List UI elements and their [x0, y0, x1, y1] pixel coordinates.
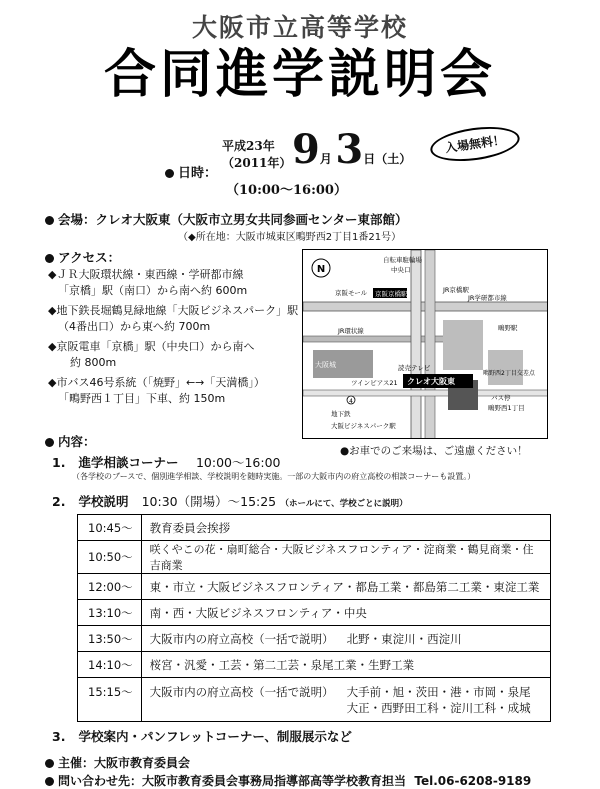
bus-stop-name-label: 鴫野西1丁目: [488, 404, 525, 412]
table-row: [78, 626, 551, 652]
venue-address: （◆所在地：大阪市城東区鴫野西2丁目1番21号）: [178, 232, 402, 243]
schedule-time: 13:10〜: [78, 600, 142, 626]
date-label: 日時：: [165, 162, 217, 181]
access-item: ◆ＪＲ大阪環状線・東西線・学研都市線 「京橋」駅（南口）から南へ約 600m: [48, 268, 248, 297]
north-label: N: [316, 264, 326, 275]
obp-station-label: 大阪ビジネスパーク駅: [331, 422, 396, 430]
access-item: ◆地下鉄長堀鶴見緑地線「大阪ビジネスパーク」駅 （4番出口）から東へ約 700m: [48, 304, 299, 333]
schedule-time: 10:50〜: [78, 541, 142, 574]
bike-parking-label: 自転車駐輪場: [383, 256, 422, 264]
building-block: [488, 350, 523, 385]
schedule-content: 東・市立・大阪ビジネスフロンティア・都島工業・都島第二工業・東淀工業: [141, 574, 550, 600]
bullet-icon: [45, 254, 54, 263]
jr-gakken-label: JR学研都市線: [468, 294, 507, 302]
contact: 問い合わせ先：大阪市教育委員会事務局指導部高等学校教育担当 Tel.06-6208-9189: [45, 772, 531, 789]
bullet-icon: [45, 216, 54, 225]
access-heading: アクセス：: [45, 248, 120, 266]
contents-heading: 内容：: [45, 432, 96, 450]
shigino-label: 鴫野駅: [498, 324, 518, 332]
schedule-content: 南・西・大阪ビジネスフロンティア・中央: [141, 600, 550, 626]
table-row: [78, 678, 551, 722]
phone-number: Tel.06-6208-9189: [414, 774, 532, 788]
bullet-icon: [45, 438, 54, 447]
keihan-kyobashi-label: 京阪京橋駅: [375, 290, 408, 298]
page-title: 合同進学説明会: [103, 45, 496, 105]
schedule-time: 13:50〜: [78, 626, 142, 652]
building-block: [443, 320, 483, 370]
no-car-note: ●お車でのご来場は、ご遠慮ください！: [340, 445, 528, 457]
schedule-content: 大阪市内の府立高校（一括で説明） 大手前・旭・茨田・港・市岡・泉尾 大正・西野田工科・淀川工科・成城: [141, 678, 550, 722]
schedule-content: 大阪市内の府立高校（一括で説明） 北野・東淀川・西淀川: [141, 626, 550, 652]
subway-exit-number: 4: [349, 398, 353, 405]
schedule-content: 桜宮・汎愛・工芸・第二工芸・泉尾工業・生野工業: [141, 652, 550, 678]
consultation-note: （各学校のブースで、個別進学相談、学校説明を随時実施。一部の大阪市内の府立高校の相談コーナーも設置。）: [72, 472, 476, 481]
event-date: 9月 3日（土）: [292, 126, 412, 173]
cleo-label: クレオ大阪東: [407, 377, 455, 386]
bullet-icon: [45, 777, 54, 786]
subtitle: 大阪市立高等学校: [191, 13, 408, 42]
table-row: [78, 541, 551, 574]
free-admission-badge: 入場無料！: [428, 122, 522, 166]
schedule-content: 咲くやこの花・扇町総合・大阪ビジネスフロンティア・淀商業・鶴見商業・住吉商業: [141, 541, 550, 574]
section-pamphlet: 3. 学校案内・パンフレットコーナー、制服展示など: [52, 729, 352, 744]
jr-kyobashi-label: JR京橋駅: [443, 286, 469, 294]
intersection-label: 鴫野西2丁目交差点: [483, 370, 535, 377]
osaka-castle-label: 大阪城: [315, 361, 336, 369]
bullet-icon: [45, 759, 54, 768]
event-time: （10:00〜16:00）: [226, 183, 347, 198]
access-map: [302, 249, 548, 439]
south-road: [303, 390, 548, 396]
access-item: ◆京阪電車「京橋」駅（中央口）から南へ 約 800m: [48, 340, 255, 369]
schedule-time: 15:15〜: [78, 678, 142, 722]
table-row: [78, 600, 551, 626]
section-consultation: 1. 進学相談コーナー 10:00〜16:00: [52, 455, 281, 470]
western-year: （2011年）: [222, 156, 292, 170]
venue: 会場：クレオ大阪東（大阪市立男女共同参画センター東部館）: [45, 210, 408, 228]
ytv-label: 読売テレビ: [398, 364, 431, 372]
schedule-content: 教育委員会挨拶: [141, 515, 550, 541]
table-row: [78, 515, 551, 541]
bus-stop-label: バス停: [491, 394, 511, 402]
briefing-schedule-table: [77, 514, 551, 722]
central-exit-label: 中央口: [391, 266, 411, 274]
era-year: 平成23年: [222, 139, 275, 153]
schedule-time: 12:00〜: [78, 574, 142, 600]
kyobashi-mall-label: 京阪モール: [335, 289, 368, 297]
month-number: 9: [292, 126, 320, 173]
table-row: [78, 652, 551, 678]
schedule-time: 10:45〜: [78, 515, 142, 541]
main-road: [411, 250, 421, 439]
jr-loop-label: JR環状線: [338, 327, 364, 335]
sponsor: 主催：大阪市教育委員会: [45, 754, 190, 771]
subway-label: 地下鉄: [331, 410, 351, 418]
day-number: 3: [335, 126, 364, 173]
twin21-label: ツインピアス21: [351, 379, 398, 387]
weekday: （土）: [375, 152, 412, 166]
access-item: ◆市バス46号系統（「焼野」←→「天満橋」） 「鴫野西１丁目」下車、約 150m: [48, 376, 265, 405]
loop-rail: [425, 250, 435, 439]
schedule-time: 14:10〜: [78, 652, 142, 678]
table-row: [78, 574, 551, 600]
section-school-briefing: 2. 学校説明 10:30（開場）〜15:25 （ホールにて、学校ごとに説明）: [52, 494, 408, 509]
bullet-icon: [165, 169, 174, 178]
